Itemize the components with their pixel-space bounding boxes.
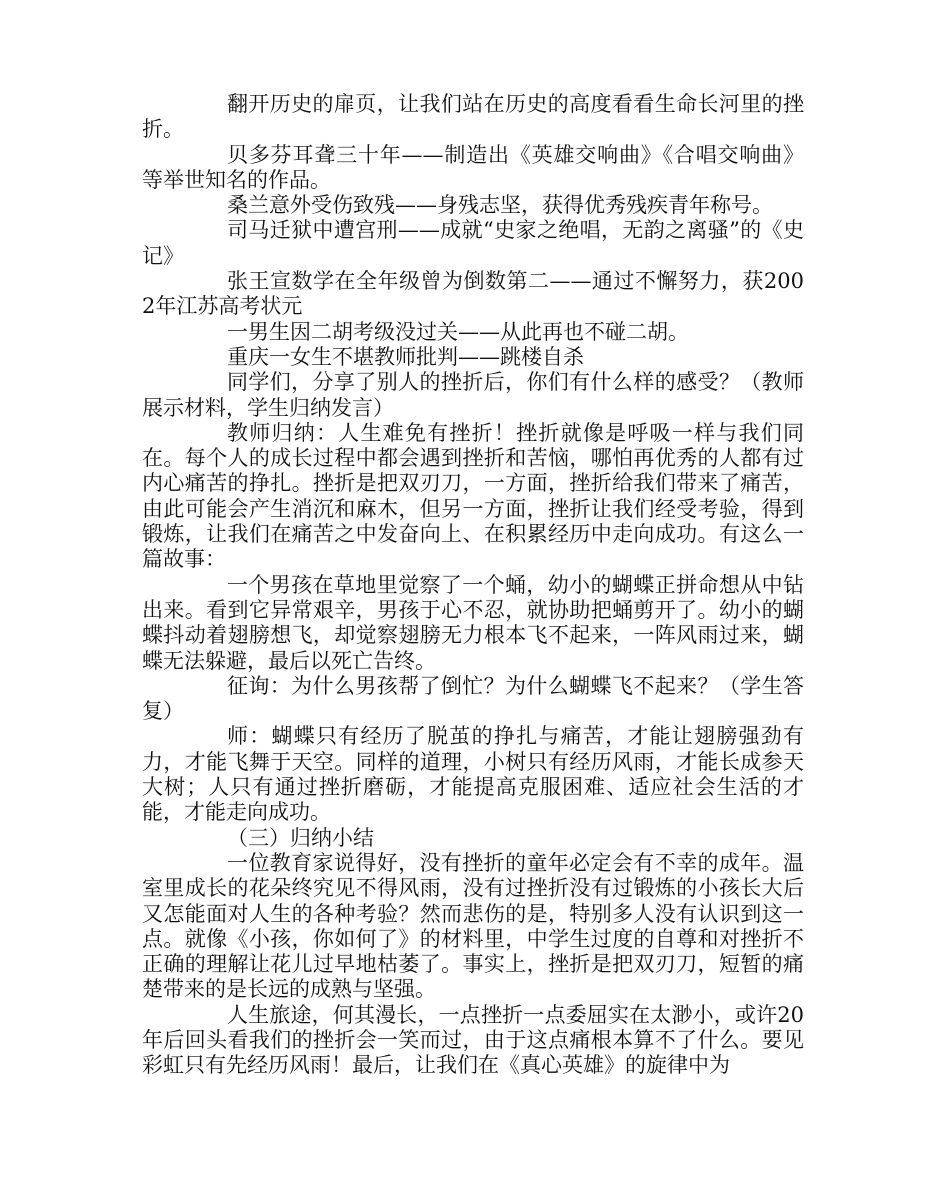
paragraph-butterfly-story: 一个男孩在草地里觉察了一个蛹，幼小的蝴蝶正拼命想从中钻出来。看到它异常艰辛，男孩于心不忍，就协助把蛹剪开了。幼小的蝴蝶抖动着翅膀想飞，却觉察翅膀无力根本飞不起来，一阵风雨过来，蝴蝶无法躲避，最后以死亡告终。 bbox=[142, 572, 804, 673]
paragraph-educator-quote: 一位教育家说得好，没有挫折的童年必定会有不幸的成年。温室里成长的花朵终究见不得风雨，没有过挫折没有过锻炼的小孩长大后又怎能面对人生的各种考验？然而悲伤的是，特别多人没有认识到这一点。就像《小孩，你如何了》的材料里，中学生过度的自尊和对挫折不正确的理解让花儿过早地枯萎了。事实上，挫折是把双刃刀，短暂的痛楚带来的是长远的成熟与坚强。 bbox=[142, 850, 804, 1002]
paragraph-history-intro: 翻开历史的扉页，让我们站在历史的高度看看生命长河里的挫折。 bbox=[142, 92, 804, 142]
section-heading-summary: （三）归纳小结 bbox=[227, 825, 374, 850]
paragraph-beethoven: 贝多芬耳聋三十年——制造出《英雄交响曲》《合唱交响曲》等举世知名的作品。 bbox=[142, 142, 804, 192]
paragraph-zhangwangxuan: 张王宣数学在全年级曾为倒数第二——通过不懈努力，获2002年江苏高考状元 bbox=[142, 269, 804, 319]
paragraph-teacher-summary: 教师归纳：人生难免有挫折！挫折就像是呼吸一样与我们同在。每个人的成长过程中都会遇到挫折和苦恼，哪怕再优秀的人都有过内心痛苦的挣扎。挫折是把双刃刀，一方面，挫折给我们带来了痛苦，由此可能会产生消沉和麻木，但另一方面，挫折让我们经受考验，得到锻炼，让我们在痛苦之中发奋向上、在积累经历中走向成功。有这么一篇故事： bbox=[142, 420, 804, 572]
paragraph-simaqian: 司马迁狱中遭宫刑——成就“史家之绝唱，无韵之离骚”的《史记》 bbox=[142, 218, 804, 268]
paragraph-students-question: 同学们，分享了别人的挫折后，你们有什么样的感受？（教师展示材料，学生归纳发言） bbox=[142, 370, 804, 420]
paragraph-life-journey: 人生旅途，何其漫长，一点挫折一点委屈实在太渺小，或许20年后回头看我们的挫折会一笑而过，由于这点痛根本算不了什么。要见彩虹只有先经历风雨！最后，让我们在《真心英雄》的旋律中为 bbox=[142, 1002, 804, 1078]
paragraph-teacher-comment: 师：蝴蝶只有经历了脱茧的挣扎与痛苦，才能让翅膀强劲有力，才能飞舞于天空。同样的道理，小树只有经历风雨，才能长成参天大树；人只有通过挫折磨砺，才能提高克服困难、适应社会生活的才能，才能走向成功。 bbox=[142, 724, 804, 825]
paragraph-chongqing-student: 重庆一女生不堪教师批判——跳楼自杀 bbox=[227, 344, 584, 369]
document-page bbox=[142, 92, 804, 1079]
paragraph-inquiry: 征询：为什么男孩帮了倒忙？为什么蝴蝶飞不起来？（学生答复） bbox=[142, 673, 804, 724]
paragraph-erhu-student: 一男生因二胡考级没过关——从此再也不碰二胡。 bbox=[227, 319, 689, 344]
paragraph-sanglan: 桑兰意外受伤致残——身残志坚，获得优秀残疾青年称号。 bbox=[227, 193, 773, 218]
